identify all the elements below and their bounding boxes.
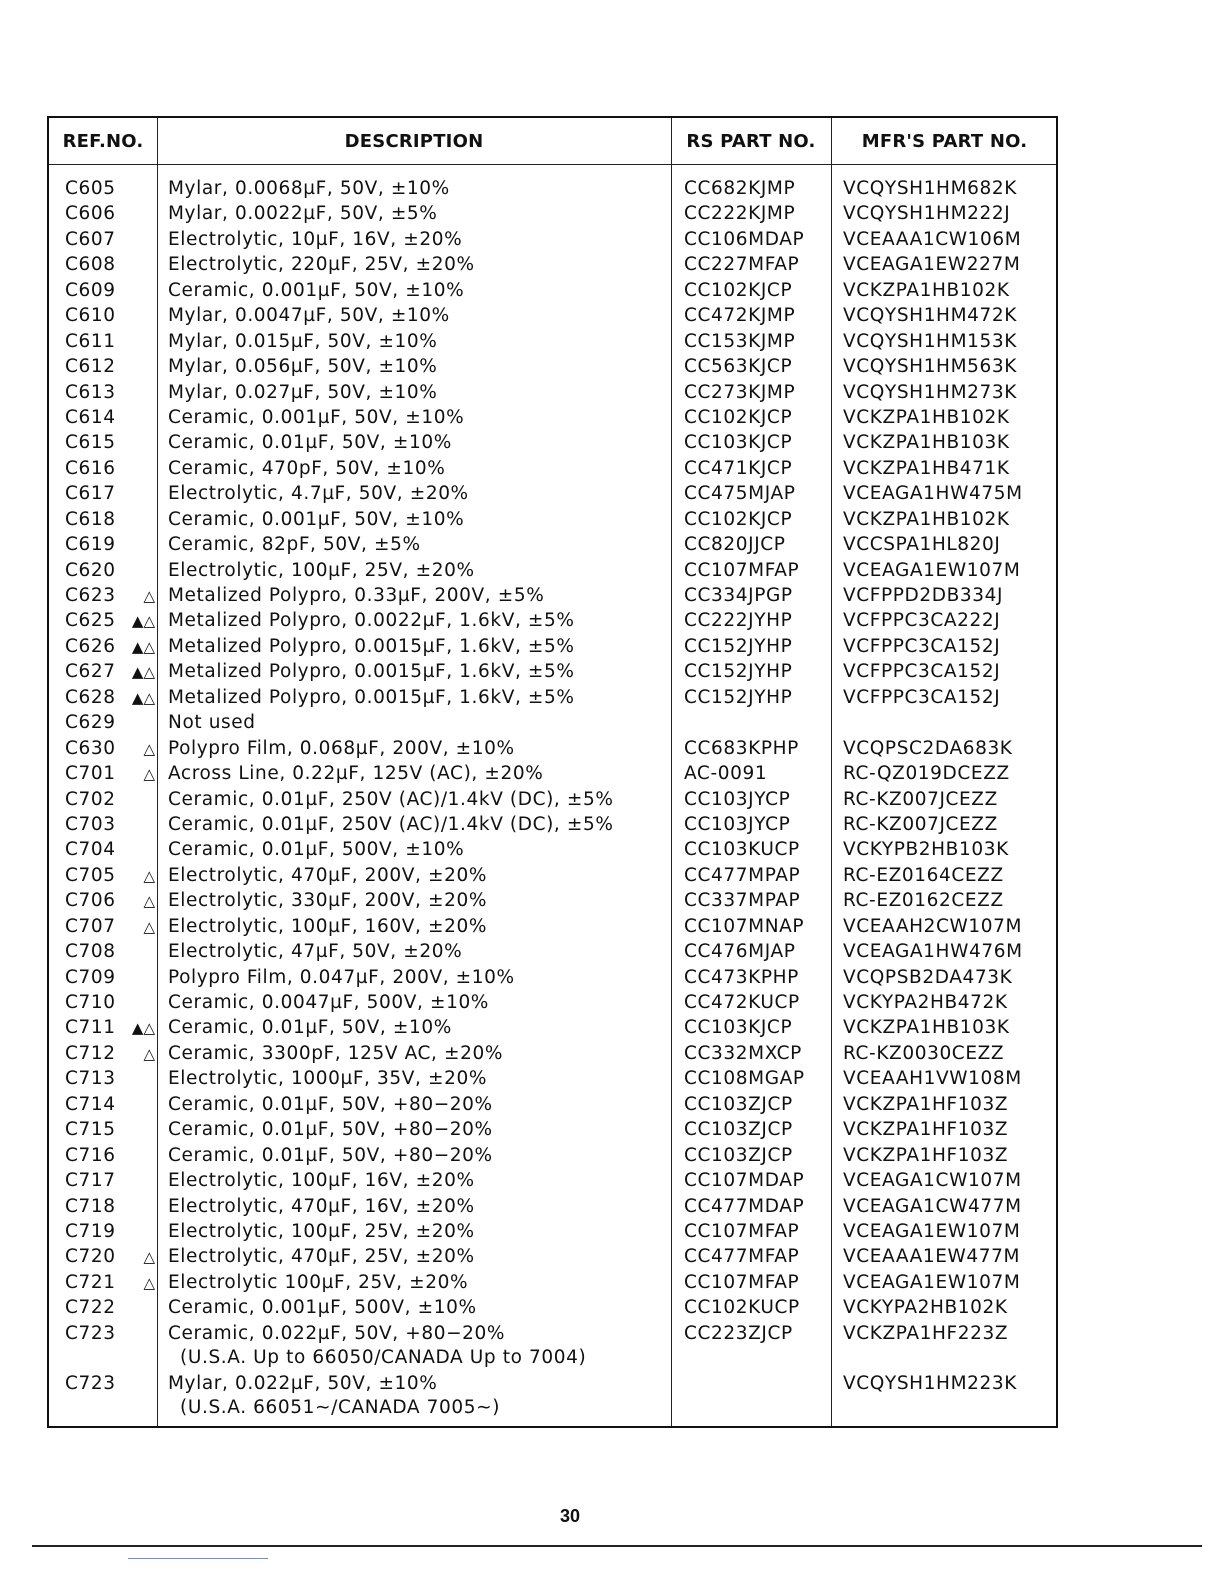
mfr-part-cell: VCQPSB2DA473K xyxy=(843,966,1013,988)
mfr-part-cell: VCKZPA1HB103K xyxy=(843,432,1010,454)
table-row xyxy=(49,837,1056,862)
ref-cell: C717 xyxy=(65,1170,116,1192)
mfr-part-cell: VCQYSH1HM563K xyxy=(843,356,1017,378)
table-row xyxy=(49,710,1056,735)
table-row xyxy=(49,939,1056,964)
description-cell: Electrolytic, 100µF, 160V, ±20% xyxy=(168,915,487,937)
mfr-part-cell: VCFPPC3CA152J xyxy=(843,635,1001,657)
table-row xyxy=(49,1092,1056,1117)
mfr-part-cell: VCQPSC2DA683K xyxy=(843,737,1013,759)
mfr-part-cell: VCKZPA1HF103Z xyxy=(843,1093,1009,1115)
description-cell: Ceramic, 3300pF, 125V AC, ±20% xyxy=(168,1042,504,1064)
mfr-part-cell: RC-EZ0164CEZZ xyxy=(843,864,1004,886)
rs-part-cell: CC152JYHP xyxy=(684,635,793,657)
table-row xyxy=(49,456,1056,481)
ref-cell: C723 xyxy=(65,1322,116,1344)
mfr-part-cell: VCKYPB2HB103K xyxy=(843,839,1009,861)
description-cell: Electrolytic, 10µF, 16V, ±20% xyxy=(168,228,463,250)
ref-cell: C705 xyxy=(65,864,116,886)
header-rs-part-no: RS PART NO. xyxy=(686,131,816,152)
description-cell: Ceramic, 0.01µF, 50V, +80−20% xyxy=(168,1093,493,1115)
table-row xyxy=(49,1321,1056,1371)
mfr-part-cell: VCEAGA1HW475M xyxy=(843,483,1023,505)
ref-cell: C616 xyxy=(65,457,116,479)
safety-mark: △ xyxy=(143,1044,155,1063)
rs-part-cell: CC682KJMP xyxy=(684,178,796,199)
ref-cell: C623 xyxy=(65,585,116,606)
table-row xyxy=(49,863,1056,888)
mfr-part-cell: VCKZPA1HB102K xyxy=(843,406,1010,428)
rs-part-cell: CC152JYHP xyxy=(684,686,793,708)
ref-cell: C713 xyxy=(65,1068,116,1090)
description-cell: Mylar, 0.056µF, 50V, ±10% xyxy=(168,356,438,378)
ref-cell: C618 xyxy=(65,508,116,530)
table-row xyxy=(49,1041,1056,1066)
ref-cell: C721 xyxy=(65,1271,116,1293)
safety-mark: ▲△ xyxy=(131,1019,155,1038)
mfr-part-cell: VCKZPA1HF103Z xyxy=(843,1119,1009,1141)
table-row xyxy=(49,634,1056,659)
ref-cell: C614 xyxy=(65,406,116,428)
rs-part-cell: CC471KJCP xyxy=(684,457,793,479)
description-cell: Electrolytic, 100µF, 25V, ±20% xyxy=(168,559,475,581)
rs-part-cell: CC107MNAP xyxy=(684,915,805,937)
rs-part-cell: CC222JYHP xyxy=(684,610,793,632)
mfr-part-cell: VCEAGA1CW107M xyxy=(843,1170,1022,1192)
ref-cell: C723 xyxy=(65,1372,116,1394)
description-cell: Mylar, 0.0022µF, 50V, ±5% xyxy=(168,203,438,225)
table-row xyxy=(49,303,1056,328)
mfr-part-cell: VCEAGA1HW476M xyxy=(843,941,1023,963)
rs-part-cell: CC477MDAP xyxy=(684,1195,805,1217)
description-cell: Metalized Polypro, 0.33µF, 200V, ±5% xyxy=(168,585,545,606)
table-row xyxy=(49,1295,1056,1320)
mfr-part-cell: RC-EZ0162CEZZ xyxy=(843,890,1004,912)
mfr-part-cell: RC-KZ007JCEZZ xyxy=(843,788,998,810)
description-cell: Electrolytic, 4.7µF, 50V, ±20% xyxy=(168,483,469,505)
description-cell: Ceramic, 0.01µF, 50V, +80−20% xyxy=(168,1119,493,1141)
description-cell: Electrolytic, 100µF, 25V, ±20% xyxy=(168,1220,475,1242)
ref-cell: C712 xyxy=(65,1042,116,1064)
ref-cell: C714 xyxy=(65,1093,116,1115)
description-cell: Ceramic, 0.001µF, 500V, ±10% xyxy=(168,1297,477,1319)
table-row xyxy=(49,405,1056,430)
ref-cell: C619 xyxy=(65,534,116,556)
rs-part-cell: CC273KJMP xyxy=(684,381,796,403)
rs-part-cell: CC107MFAP xyxy=(684,1271,800,1293)
mfr-part-cell: VCEAGA1EW107M xyxy=(843,1271,1021,1293)
table-row xyxy=(49,1143,1056,1168)
footer-rule xyxy=(32,1545,1202,1547)
description-cell: Ceramic, 0.01µF, 250V (AC)/1.4kV (DC), ±5% xyxy=(168,788,614,810)
safety-mark: △ xyxy=(143,917,155,936)
rs-part-cell: CC102KJCP xyxy=(684,279,793,301)
ref-cell: C613 xyxy=(65,381,116,403)
rs-part-cell: AC-0091 xyxy=(684,763,768,785)
rs-part-cell: CC472KJMP xyxy=(684,305,796,327)
mfr-part-cell: VCKZPA1HB471K xyxy=(843,457,1010,479)
mfr-part-cell: VCKYPA2HB472K xyxy=(843,992,1008,1013)
description-cell: Electrolytic, 330µF, 200V, ±20% xyxy=(168,890,487,912)
ref-cell: C720 xyxy=(65,1246,116,1268)
mfr-part-cell: VCQYSH1HM223K xyxy=(843,1372,1017,1394)
ref-cell: C711 xyxy=(65,1017,116,1039)
rs-part-cell: CC473KPHP xyxy=(684,966,799,988)
description-cell: Ceramic, 0.001µF, 50V, ±10% xyxy=(168,279,465,301)
header-description: DESCRIPTION xyxy=(344,131,484,152)
table-row xyxy=(49,1117,1056,1142)
table-row xyxy=(49,812,1056,837)
header-ref-no: REF.NO. xyxy=(62,131,144,152)
safety-mark: ▲△ xyxy=(131,612,155,631)
rs-part-cell: CC102KUCP xyxy=(684,1297,800,1319)
rs-part-cell: CC103ZJCP xyxy=(684,1144,793,1166)
rs-part-cell: CC103KJCP xyxy=(684,432,793,454)
ref-cell: C722 xyxy=(65,1297,116,1319)
safety-mark: △ xyxy=(143,1248,155,1267)
table-row xyxy=(49,354,1056,379)
table-row xyxy=(49,914,1056,939)
ref-cell: C612 xyxy=(65,356,116,378)
rs-part-cell: CC103KUCP xyxy=(684,839,800,861)
description-cell: Not used xyxy=(168,712,256,734)
rs-part-cell: CC107MFAP xyxy=(684,559,800,581)
mfr-part-cell: VCKYPA2HB102K xyxy=(843,1297,1008,1319)
description-cell: Electrolytic, 100µF, 16V, ±20% xyxy=(168,1170,475,1192)
mfr-part-cell: VCKZPA1HB103K xyxy=(843,1017,1010,1039)
description-note: (U.S.A. 66051∼/CANADA 7005∼) xyxy=(180,1396,501,1418)
parts-table xyxy=(47,116,1058,1428)
ref-cell: C702 xyxy=(65,788,116,810)
mfr-part-cell: VCQYSH1HM472K xyxy=(843,305,1017,327)
ref-cell: C718 xyxy=(65,1195,116,1217)
description-cell: Electrolytic, 470µF, 200V, ±20% xyxy=(168,864,487,886)
table-row xyxy=(49,176,1056,201)
table-row xyxy=(49,1066,1056,1091)
mfr-part-cell: VCEAAH2CW107M xyxy=(843,915,1023,937)
table-row xyxy=(49,1194,1056,1219)
ref-cell: C630 xyxy=(65,737,116,759)
mfr-part-cell: VCEAAA1EW477M xyxy=(843,1246,1021,1268)
ref-cell: C719 xyxy=(65,1220,116,1242)
table-row xyxy=(49,227,1056,252)
description-cell: Electrolytic, 1000µF, 35V, ±20% xyxy=(168,1068,487,1090)
mfr-part-cell: RC-KZ0030CEZZ xyxy=(843,1042,1005,1064)
description-cell: Ceramic, 0.01µF, 250V (AC)/1.4kV (DC), ±5% xyxy=(168,813,614,835)
description-cell: Across Line, 0.22µF, 125V (AC), ±20% xyxy=(168,763,544,785)
description-cell: Metalized Polypro, 0.0015µF, 1.6kV, ±5% xyxy=(168,635,575,657)
rs-part-cell: CC106MDAP xyxy=(684,228,805,250)
rs-part-cell: CC103JYCP xyxy=(684,813,791,835)
mfr-part-cell: VCEAGA1EW227M xyxy=(843,254,1021,276)
description-cell: Ceramic, 470pF, 50V, ±10% xyxy=(168,457,446,479)
mfr-part-cell: VCKZPA1HF223Z xyxy=(843,1322,1009,1344)
description-cell: Electrolytic 100µF, 25V, ±20% xyxy=(168,1271,469,1293)
ref-cell: C708 xyxy=(65,941,116,963)
table-row xyxy=(49,481,1056,506)
safety-mark: △ xyxy=(143,739,155,758)
ref-cell: C706 xyxy=(65,890,116,912)
description-cell: Ceramic, 0.022µF, 50V, +80−20% xyxy=(168,1322,506,1344)
table-row xyxy=(49,1168,1056,1193)
header-divider xyxy=(49,164,1056,165)
mfr-part-cell: VCFPPC3CA222J xyxy=(843,610,1001,632)
mfr-part-cell: VCEAGA1CW477M xyxy=(843,1195,1022,1217)
table-row xyxy=(49,278,1056,303)
table-row xyxy=(49,532,1056,557)
ref-cell: C609 xyxy=(65,279,116,301)
rs-part-cell: CC102KJCP xyxy=(684,406,793,428)
mfr-part-cell: VCEAGA1EW107M xyxy=(843,559,1021,581)
description-cell: Electrolytic, 470µF, 25V, ±20% xyxy=(168,1246,475,1268)
mfr-part-cell: RC-KZ007JCEZZ xyxy=(843,813,998,835)
safety-mark: ▲△ xyxy=(131,637,155,656)
table-row xyxy=(49,252,1056,277)
rs-part-cell: CC103KJCP xyxy=(684,1017,793,1039)
rs-part-cell: CC476MJAP xyxy=(684,941,796,963)
ref-cell: C620 xyxy=(65,559,116,581)
rs-part-cell: CC103JYCP xyxy=(684,788,791,810)
table-body xyxy=(49,176,1056,1421)
safety-mark: △ xyxy=(143,1273,155,1292)
safety-mark: △ xyxy=(143,587,155,605)
ref-cell: C627 xyxy=(65,661,116,683)
mfr-part-cell: VCEAGA1EW107M xyxy=(843,1220,1021,1242)
mfr-part-cell: VCQYSH1HM273K xyxy=(843,381,1017,403)
safety-mark: ▲△ xyxy=(131,688,155,707)
rs-part-cell: CC103ZJCP xyxy=(684,1093,793,1115)
table-row xyxy=(49,736,1056,761)
rs-part-cell: CC103ZJCP xyxy=(684,1119,793,1141)
rs-part-cell: CC152JYHP xyxy=(684,661,793,683)
description-cell: Mylar, 0.022µF, 50V, ±10% xyxy=(168,1372,438,1394)
description-cell: Mylar, 0.015µF, 50V, ±10% xyxy=(168,330,438,352)
mfr-part-cell: VCEAAH1VW108M xyxy=(843,1068,1022,1090)
description-note: (U.S.A. Up to 66050/CANADA Up to 7004) xyxy=(180,1346,587,1368)
table-row xyxy=(49,329,1056,354)
rs-part-cell: CC223ZJCP xyxy=(684,1322,793,1344)
ref-cell: C615 xyxy=(65,432,116,454)
rs-part-cell: CC563KJCP xyxy=(684,356,793,378)
table-row xyxy=(49,888,1056,913)
description-cell: Ceramic, 0.0047µF, 500V, ±10% xyxy=(168,992,489,1013)
safety-mark: △ xyxy=(143,892,155,911)
rs-part-cell: CC102KJCP xyxy=(684,508,793,530)
description-cell: Ceramic, 0.01µF, 500V, ±10% xyxy=(168,839,465,861)
table-row xyxy=(49,558,1056,583)
ref-cell: C707 xyxy=(65,915,116,937)
rs-part-cell: CC683KPHP xyxy=(684,737,799,759)
table-row xyxy=(49,1270,1056,1295)
page-number: 30 xyxy=(560,1506,581,1526)
footer-rule-accent xyxy=(128,1558,268,1559)
ref-cell: C626 xyxy=(65,635,116,657)
description-cell: Polypro Film, 0.068µF, 200V, ±10% xyxy=(168,737,515,759)
table-row xyxy=(49,380,1056,405)
table-row xyxy=(49,583,1056,608)
rs-part-cell: CC222KJMP xyxy=(684,203,796,225)
rs-part-cell: CC477MPAP xyxy=(684,864,801,886)
mfr-part-cell: VCQYSH1HM153K xyxy=(843,330,1017,352)
table-row xyxy=(49,1015,1056,1040)
ref-cell: C608 xyxy=(65,254,116,276)
mfr-part-cell: VCCSPA1HL820J xyxy=(843,534,1001,556)
ref-cell: C709 xyxy=(65,966,116,988)
mfr-part-cell: VCKZPA1HF103Z xyxy=(843,1144,1009,1166)
description-cell: Electrolytic, 47µF, 50V, ±20% xyxy=(168,941,463,963)
rs-part-cell: CC820JJCP xyxy=(684,534,786,556)
description-cell: Ceramic, 0.001µF, 50V, ±10% xyxy=(168,406,465,428)
table-row xyxy=(49,608,1056,633)
ref-cell: C715 xyxy=(65,1119,116,1141)
rs-part-cell: CC108MGAP xyxy=(684,1068,805,1090)
table-row xyxy=(49,201,1056,226)
ref-cell: C607 xyxy=(65,228,116,250)
table-row xyxy=(49,787,1056,812)
description-cell: Ceramic, 82pF, 50V, ±5% xyxy=(168,534,421,556)
mfr-part-cell: VCFPPC3CA152J xyxy=(843,686,1001,708)
ref-cell: C628 xyxy=(65,686,116,708)
description-cell: Ceramic, 0.01µF, 50V, +80−20% xyxy=(168,1144,493,1166)
safety-mark: △ xyxy=(143,765,155,784)
description-cell: Ceramic, 0.01µF, 50V, ±10% xyxy=(168,432,452,454)
header-mfr-part-no: MFR'S PART NO. xyxy=(861,131,1028,152)
description-cell: Ceramic, 0.001µF, 50V, ±10% xyxy=(168,508,465,530)
description-cell: Electrolytic, 220µF, 25V, ±20% xyxy=(168,254,475,276)
description-cell: Mylar, 0.0068µF, 50V, ±10% xyxy=(168,178,450,199)
ref-cell: C704 xyxy=(65,839,116,861)
table-row xyxy=(49,507,1056,532)
table-row xyxy=(49,761,1056,786)
rs-part-cell: CC153KJMP xyxy=(684,330,796,352)
mfr-part-cell: RC-QZ019DCEZZ xyxy=(843,763,1010,785)
mfr-part-cell: VCKZPA1HB102K xyxy=(843,279,1010,301)
ref-cell: C629 xyxy=(65,712,116,734)
table-row xyxy=(49,430,1056,455)
rs-part-cell: CC227MFAP xyxy=(684,254,800,276)
rs-part-cell: CC332MXCP xyxy=(684,1042,802,1064)
mfr-part-cell: VCKZPA1HB102K xyxy=(843,508,1010,530)
rs-part-cell: CC477MFAP xyxy=(684,1246,800,1268)
description-cell: Polypro Film, 0.047µF, 200V, ±10% xyxy=(168,966,515,988)
description-cell: Electrolytic, 470µF, 16V, ±20% xyxy=(168,1195,475,1217)
mfr-part-cell: VCFPPC3CA152J xyxy=(843,661,1001,683)
table-row xyxy=(49,990,1056,1015)
table-row xyxy=(49,1371,1056,1421)
safety-mark: ▲△ xyxy=(131,663,155,682)
table-row xyxy=(49,965,1056,990)
ref-cell: C617 xyxy=(65,483,116,505)
description-cell: Metalized Polypro, 0.0022µF, 1.6kV, ±5% xyxy=(168,610,575,632)
ref-cell: C611 xyxy=(65,330,116,352)
description-cell: Ceramic, 0.01µF, 50V, ±10% xyxy=(168,1017,452,1039)
mfr-part-cell: VCQYSH1HM222J xyxy=(843,203,1011,225)
mfr-part-cell: VCEAAA1CW106M xyxy=(843,228,1022,250)
mfr-part-cell: VCQYSH1HM682K xyxy=(843,178,1017,199)
rs-part-cell: CC334JPGP xyxy=(684,585,793,606)
description-cell: Metalized Polypro, 0.0015µF, 1.6kV, ±5% xyxy=(168,686,575,708)
rs-part-cell: CC337MPAP xyxy=(684,890,801,912)
ref-cell: C605 xyxy=(65,178,116,199)
ref-cell: C606 xyxy=(65,203,116,225)
ref-cell: C716 xyxy=(65,1144,116,1166)
table-row xyxy=(49,1219,1056,1244)
rs-part-cell: CC107MDAP xyxy=(684,1170,805,1192)
safety-mark: △ xyxy=(143,866,155,885)
ref-cell: C625 xyxy=(65,610,116,632)
rs-part-cell: CC107MFAP xyxy=(684,1220,800,1242)
table-row xyxy=(49,1244,1056,1269)
description-cell: Mylar, 0.027µF, 50V, ±10% xyxy=(168,381,438,403)
table-row xyxy=(49,685,1056,710)
table-row xyxy=(49,659,1056,684)
rs-part-cell: CC475MJAP xyxy=(684,483,796,505)
description-cell: Mylar, 0.0047µF, 50V, ±10% xyxy=(168,305,450,327)
ref-cell: C701 xyxy=(65,763,116,785)
ref-cell: C610 xyxy=(65,305,116,327)
rs-part-cell: CC472KUCP xyxy=(684,992,800,1013)
ref-cell: C710 xyxy=(65,992,116,1013)
mfr-part-cell: VCFPPD2DB334J xyxy=(843,585,1004,606)
ref-cell: C703 xyxy=(65,813,116,835)
description-cell: Metalized Polypro, 0.0015µF, 1.6kV, ±5% xyxy=(168,661,575,683)
